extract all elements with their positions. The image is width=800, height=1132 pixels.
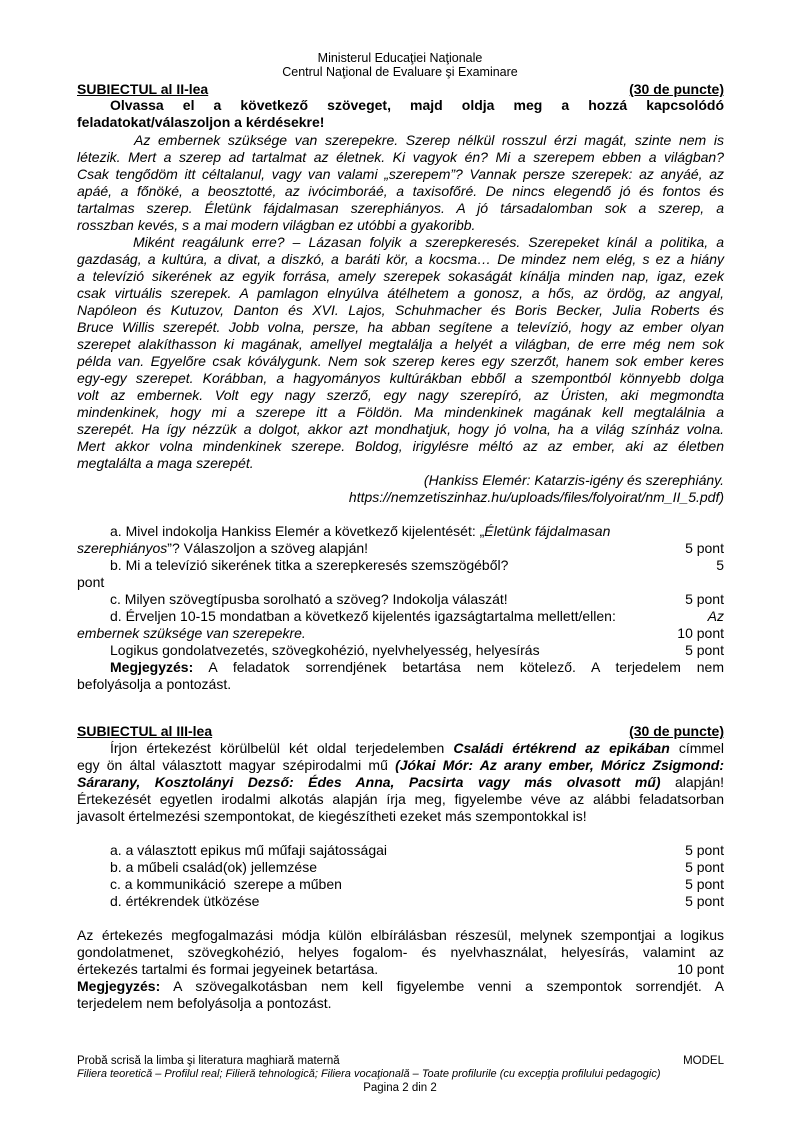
s3-essay-title: Családi értékrend az epikában bbox=[453, 740, 670, 756]
s3-item-points: 5 pont bbox=[685, 876, 724, 892]
note-3-text: A szövegalkotásban nem kell figyelembe venni a szempontok sorrendjét. A bbox=[173, 978, 724, 994]
text-p1-line: Az embernek szüksége van szerepekre. Szerep nélkül rosszul érzi magát, szinte nem is bbox=[134, 132, 724, 148]
s3-intro-text: Írjon értekezést körülbelül két oldal terjedelemben bbox=[110, 740, 445, 756]
s3-item-label: b. a műbeli család(ok) jellemzése bbox=[110, 859, 317, 875]
text-p2-line: mindenkinek, hogy mi a szerepe itt a Földön. Ma mindenkinek magának kell megtalálnia a bbox=[77, 404, 724, 420]
text-p2-line: megtalálta a maga szerepét. bbox=[77, 455, 254, 471]
text-p2-line: Napóleon és Kutuzov, Danton és XVI. Lajos, Schuhmacher és Boris Becker, Julia Roberts és bbox=[77, 302, 724, 318]
s3-closing-line-1: Az értekezés megfogalmazási módja külön elbírálásban részesül, melynek szempontjai a logikus bbox=[77, 927, 724, 943]
footer-exam-name: Probă scrisă la limba şi literatura maghiară maternă bbox=[77, 1055, 340, 1067]
footer-line-1 bbox=[77, 1055, 724, 1067]
section-2-title: SUBIECTUL al II-lea bbox=[77, 81, 209, 97]
section-title-2 bbox=[77, 81, 724, 98]
text-p2-line: a televízió sikerének az egyik forrása, amely szerepek sokaságát kínálja minden nap, igaz, ezek bbox=[77, 268, 724, 284]
task-c-points: 5 pont bbox=[685, 591, 724, 607]
footer-model: MODEL bbox=[683, 1055, 724, 1067]
s3-works: Sárarany, Kosztolányi Dezső: Édes Anna, Pacsirta vagy más olvasott mű) bbox=[77, 774, 661, 790]
note-2-label: Megjegyzés: bbox=[110, 659, 194, 675]
s3-closing-text: értekezés tartalmi és formai jegyeinek betartása. bbox=[77, 961, 379, 977]
text-p2-line: példa van. Egyelőre csak kóválygunk. Nem sok szerep keres egy szerzőt, hanem sok ember keres bbox=[77, 353, 724, 369]
text-p2-line: Mert akkor volna mindenkinek szerepe. Boldog, irigylésre méltó az az ember, aki az életben bbox=[77, 438, 724, 454]
task-d-quote: Az bbox=[707, 608, 724, 624]
header-center: Centrul Naţional de Evaluare şi Examinare bbox=[282, 65, 518, 79]
task-d-points: 10 pont bbox=[677, 625, 724, 641]
header-ministry: Ministerul Educaţiei Naţionale bbox=[317, 51, 483, 65]
footer-line-2: Filiera teoretică – Profilul real; Filieră tehnologică; Filiera vocaţională – Toate profilurile (cu excepţia profilului pedagogic) bbox=[77, 1068, 661, 1080]
instruction-line-2: feladatokat/válaszoljon a kérdésekre! bbox=[77, 114, 325, 130]
task-a-points: 5 pont bbox=[685, 540, 724, 556]
task-d-text: d. Érveljen 10-15 mondatban a következő kijelentés igazságtartalma mellett/ellen: bbox=[110, 608, 616, 624]
section-3-title: SUBIECTUL al III-lea bbox=[77, 723, 213, 739]
s3-item bbox=[110, 859, 724, 876]
source-url: https://nemzetiszinhaz.hu/uploads/files/folyoirat/nm_II_5.pdf) bbox=[348, 489, 724, 505]
text-p2-line: szerepét. Ha így nézzük a dolgot, akkor azt mondhatjuk, hogy jó volna, ha a világ színház volna. bbox=[77, 421, 724, 437]
task-e bbox=[110, 642, 724, 659]
task-b bbox=[110, 557, 724, 574]
s3-intro-line-3 bbox=[77, 774, 724, 791]
task-b-points-unit: pont bbox=[77, 574, 105, 590]
section-title-3 bbox=[77, 723, 724, 740]
s3-intro-line-4: Értekezését egyetlen irodalmi alkotás alapján írja meg, figyelembe véve az alábbi feladatsorban bbox=[77, 791, 724, 807]
s3-closing-line-2: gondolatmenet, szövegkohézió, helyes fogalom- és nyelvhasználat, helyesírás, valamint az bbox=[77, 944, 724, 960]
s3-item-label: c. a kommunikáció szerepe a műben bbox=[110, 876, 342, 892]
s3-intro-line-5: javasolt értelmezési szempontokat, de kiegészítheti ezeket más szempontokkal is! bbox=[77, 808, 587, 824]
task-d-quote-end: embernek szüksége van szerepekre. bbox=[77, 625, 306, 641]
task-a-text: a. Mivel indokolja Hankiss Elemér a következő kijelentését: „ bbox=[110, 523, 485, 539]
source-citation: (Hankiss Elemér: Katarzis-igény és szerephiány. bbox=[423, 472, 724, 488]
s3-intro-text: egy ön által választott magyar szépirodalmi mű bbox=[77, 757, 388, 773]
text-p2-line: gazdaság, a kultúra, a divat, a diszkó, a baráti kör, a kocsma… De mindez nem elég, s ez a hiány bbox=[77, 251, 724, 267]
section-3-points: (30 de puncte) bbox=[629, 723, 724, 739]
s3-closing-line-3 bbox=[77, 961, 724, 978]
note-2-line-1 bbox=[110, 659, 724, 676]
footer-page-number: Pagina 2 din 2 bbox=[363, 1082, 437, 1094]
text-p1-line: apáé, a főnöké, a beosztotté, az ivócimboráé, a taxisofőré. De nincs elegendő jó és fontos és bbox=[77, 183, 724, 199]
s3-item bbox=[110, 893, 724, 910]
s3-item-label: a. a választott epikus mű műfaji sajátosságai bbox=[110, 842, 388, 858]
s3-item-points: 5 pont bbox=[685, 859, 724, 875]
text-p2-line: csak virtuális szerepek. A pamlagon elnyúlva átélhetem a gonosz, a hős, az ördög, az angyal, bbox=[77, 285, 724, 301]
task-b-points: 5 bbox=[716, 557, 724, 573]
task-d-line-2 bbox=[77, 625, 724, 642]
s3-intro-text: alapján! bbox=[674, 774, 725, 790]
s3-intro-text: címmel bbox=[678, 740, 724, 756]
task-a-text-end: ”? Válaszoljon a szöveg alapján! bbox=[167, 540, 369, 556]
task-a-quote-end: szerephiányos bbox=[77, 540, 168, 556]
task-b-text: b. Mi a televízió sikerének titka a szerepkeresés szemszögéből? bbox=[110, 557, 509, 573]
task-e-text: Logikus gondolatvezetés, szövegkohézió, nyelvhelyesség, helyesírás bbox=[110, 642, 540, 658]
task-a-line-2 bbox=[77, 540, 724, 557]
note-2-text: A feladatok sorrendjének betartása nem kötelező. A terjedelem nem bbox=[208, 659, 724, 675]
text-p2-line: Miként reagálunk erre? – Lázasan folyik a szerepkeresés. Szerepeket kínál a politika, a bbox=[133, 234, 724, 250]
note-3-line-1 bbox=[77, 978, 724, 995]
task-c-text: c. Milyen szövegtípusba sorolható a szöveg? Indokolja válaszát! bbox=[110, 591, 508, 607]
task-a-line-1 bbox=[110, 523, 724, 540]
s3-intro-line-1 bbox=[110, 740, 724, 757]
text-p1-line: Csak tengődöm itt céltalanul, vagy van valami „szerepem”? Vannak persze szerepek: az anyáé, az bbox=[77, 166, 724, 182]
text-p2-line: egy-egy szerepet. Korábban, a hagyományos kultúrákban ebből a szempontból könnyebb dolga bbox=[77, 370, 724, 386]
text-p1-line: létezik. Mert a szerep ad tartalmat az életnek. Ki vagyok én? Mi a szerepem ebben a világban? bbox=[77, 149, 724, 165]
s3-item-points: 5 pont bbox=[685, 893, 724, 909]
s3-intro-line-2 bbox=[77, 757, 724, 774]
note-3-label: Megjegyzés: bbox=[77, 978, 161, 994]
s3-item-points: 5 pont bbox=[685, 842, 724, 858]
text-p2-line: volt az embernek. Volt egy nagy szerző, egy nagy szerepíró, az Úristen, aki megmondta bbox=[77, 387, 724, 403]
text-p2-line: Bruce Willis szerepét. Jobb volna, persze, ha abban segítene a televízió, hogy az ember olyan bbox=[77, 319, 724, 335]
note-2-line-2: befolyásolja a pontozást. bbox=[77, 676, 232, 692]
text-p1-line: rosszban kevés, s a mai modern világban ez utóbbi a gyakoribb. bbox=[77, 217, 476, 233]
s3-item-label: d. értékrendek ütközése bbox=[110, 893, 260, 909]
s3-item bbox=[110, 876, 724, 893]
s3-works: (Jókai Mór: Az arany ember, Móricz Zsigmond: bbox=[395, 757, 724, 773]
task-c bbox=[110, 591, 724, 608]
task-d-line-1 bbox=[110, 608, 724, 625]
text-p2-line: szerepet alakíthasson ki magának, amellyel megtalálja a helyét a világban, de erre még nem sok bbox=[77, 336, 724, 352]
s3-item bbox=[110, 842, 724, 859]
instruction-line-1: Olvassa el a következő szöveget, majd oldja meg a hozzá kapcsolódó bbox=[110, 97, 724, 113]
text-p1-line: tartalmas szerep. Életünk fájdalmasan szerephiányos. A jó társadalomban sok a szerep, a bbox=[77, 200, 724, 216]
task-e-points: 5 pont bbox=[685, 642, 724, 658]
task-a-quote: Életünk fájdalmasan bbox=[484, 523, 611, 539]
s3-closing-points: 10 pont bbox=[677, 961, 724, 977]
section-2-points: (30 de puncte) bbox=[629, 81, 724, 97]
note-3-line-2: terjedelem nem befolyásolja a pontozást. bbox=[77, 995, 332, 1011]
